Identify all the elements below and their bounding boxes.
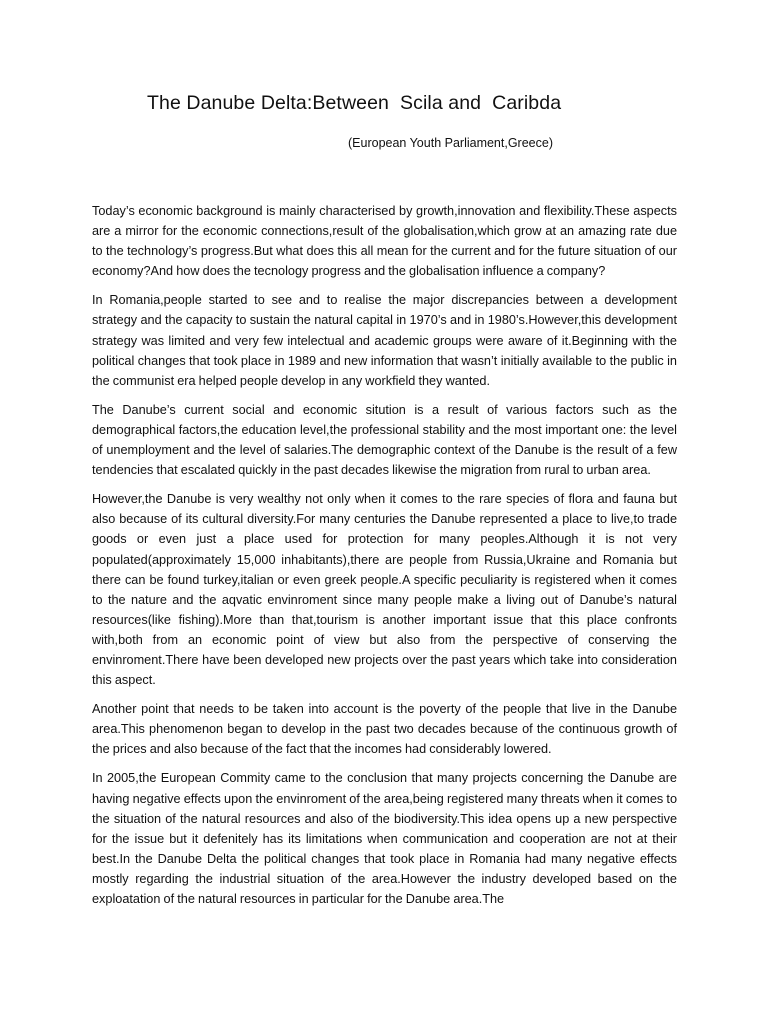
paragraph: However,the Danube is very wealthy not only when it comes to the rare species of flora and fauna but also because of its cultural diversity.For many centuries the Danube represented a place to live,to trade goods or even just a place used for protection for many peoples.Although it is not very populated(approximately 15,000 inhabitants),there are people from Russia,Ukraine and Romania but there can be found turkey,italian or even greek people.A specific peculiarity is registered when it comes to the nature and the aqvatic envinroment since many people make a living out of Danube’s natural resources(like fishing).More than that,tourism is another important issue that this place confronts with,both from an economic point of view but also from the perspective of conserving the envinroment.There have been developed new projects over the past years which take into consideration this aspect. (92, 492, 677, 688)
paragraph: In 2005,the European Commity came to the conclusion that many projects concerning the Danube are having negative effects upon the envinroment of the area,being registered many threats when it comes to the situation of the natural resources and also of the biodiversity.This idea opens up a new perspective for the issue but it defenitely has its limitations when communication and cooperation are not at their best.In the Danube Delta the political changes that took place in Romania had many negative effects mostly regarding the industrial situation of the area.However the industry developed based on the exploatation of the natural resources in particular for the Danube area.The (92, 771, 677, 906)
paragraph: Today’s economic background is mainly characterised by growth,innovation and flexibility.These aspects are a mirror for the economic connections,result of the globalisation,which grow at an amazing rate due to the technology’s progress.But what does this all mean for the current and for the future situation of our economy?And how does the tecnology progress and the globalisation influence a company? (92, 204, 677, 279)
document-subtitle: (European Youth Parliament,Greece) (348, 136, 553, 150)
paragraph: Another point that needs to be taken into account is the poverty of the people that live in the Danube area.This phenomenon began to develop in the past two decades because of the continuous growth of the prices and also because of the fact that the incomes had considerably lowered. (92, 702, 677, 757)
document-title: The Danube Delta:Between Scila and Caribda (147, 92, 562, 114)
document-body (92, 201, 677, 918)
paragraph: In Romania,people started to see and to realise the major discrepancies between a development strategy and the capacity to sustain the natural capital in 1970’s and in 1980’s.However,this development strategy was limited and very few intelectual and academic groups were aware of it.Beginning with the political changes that took place in 1989 and new information that wasn’t initially available to the public in the communist era helped people develop in any workfield they wanted. (92, 293, 677, 388)
paragraph: The Danube’s current social and economic sitution is a result of various factors such as the demographical factors,the education level,the professional stability and the most important one: the level of unemployment and the level of salaries.The demographic context of the Danube is the result of a few tendencies that escalated quickly in the past decades likewise the migration from rural to urban area. (92, 402, 677, 478)
